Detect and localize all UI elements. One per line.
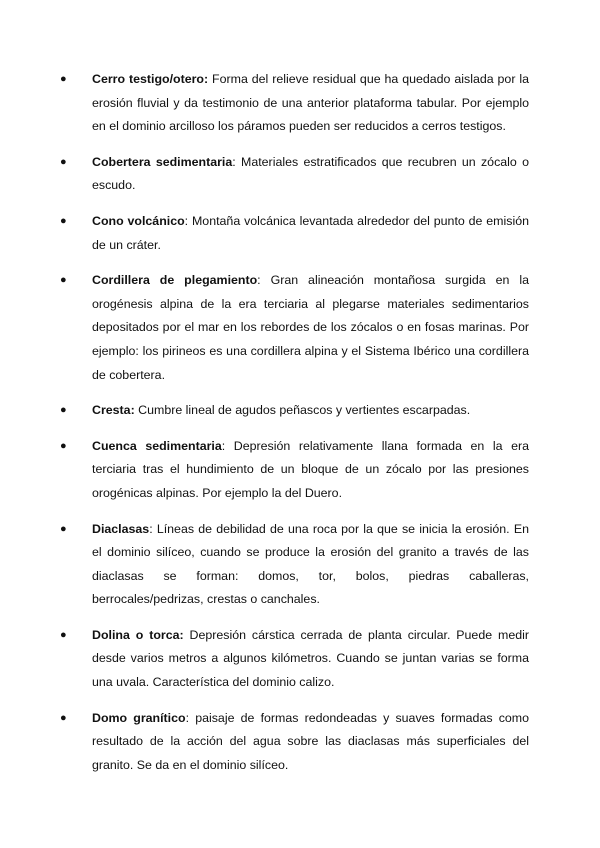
glossary-list — [0, 68, 600, 789]
bullet-icon: ● — [60, 155, 67, 168]
glossary-entry-cerro-testigo — [0, 68, 600, 139]
glossary-entry-domo-granitico — [0, 707, 600, 778]
glossary-term: Cuenca sedimentaria — [92, 438, 222, 453]
term-separator: : — [149, 521, 157, 536]
term-separator: : — [257, 273, 271, 288]
glossary-entry-dolina-o-torca — [0, 624, 600, 695]
glossary-definition: Cumbre lineal de agudos peñascos y vertientes escarpadas. — [138, 403, 471, 418]
glossary-term: Cono volcánico — [92, 213, 185, 228]
glossary-definition: paisaje de formas redondeadas y suaves formadas como resultado de la acción del agua sobre las diaclasas más superficiales del granito. Se da en el dominio silíceo. — [92, 710, 529, 772]
glossary-term: Cerro testigo/otero: — [92, 72, 209, 86]
glossary-entry-diaclasas — [0, 518, 600, 612]
bullet-icon: ● — [60, 522, 67, 535]
glossary-definition: Depresión relativamente llana formada en la era terciaria tras el hundimiento de un bloque de un zócalo por las presiones orogénicas alpinas. Por ejemplo la del Duero. — [92, 438, 529, 500]
bullet-icon: ● — [60, 404, 67, 417]
bullet-icon: ● — [60, 73, 67, 85]
glossary-entry-cuenca-sedimentaria — [0, 435, 600, 506]
glossary-definition: Gran alineación montañosa surgida en la orogénesis alpina de la era terciaria al plegarse materiales sedimentarios depositados por el mar en los rebordes de los zócalos o en fosas marinas. Por ejemplo: los pirineos es una cordillera alpina y el Sistema Ibérico una cordillera de cobertera. — [92, 273, 529, 382]
glossary-definition: Montaña volcánica levantada alrededor del punto de emisión de un cráter. — [92, 213, 529, 252]
term-separator: : — [184, 213, 192, 228]
bullet-icon: ● — [60, 628, 67, 641]
term-separator: : — [185, 710, 196, 725]
glossary-entry-cono-volcanico — [0, 210, 600, 257]
glossary-entry-cordillera-de-plegamiento — [0, 269, 600, 387]
glossary-definition: Materiales estratificados que recubren un zócalo o escudo. — [92, 154, 529, 193]
glossary-definition: Líneas de debilidad de una roca por la que se inicia la erosión. En el dominio silíceo, cuando se produce la erosión del granito a través de las diaclasas se forman: domos, tor, bolos, piedras caballeras, berrocales/pedrizas, crestas o canchales. — [92, 521, 529, 607]
glossary-definition: Depresión cárstica cerrada de planta circular. Puede medir desde varios metros a algunos kilómetros. Cuando se juntan varias se forma una uvala. Característica del dominio calizo. — [92, 627, 529, 690]
term-separator: : — [221, 438, 234, 453]
glossary-term: Cobertera sedimentaria — [92, 154, 233, 169]
bullet-icon: ● — [60, 274, 67, 287]
bullet-icon: ● — [60, 439, 67, 452]
term-separator: : — [232, 154, 242, 169]
bullet-icon: ● — [60, 711, 67, 724]
glossary-entry-cresta — [0, 399, 600, 423]
glossary-term: Dolina o torca: — [92, 627, 184, 642]
glossary-entry-cobertera-sedimentaria — [0, 151, 600, 198]
glossary-term: Cordillera de plegamiento — [92, 273, 258, 288]
glossary-term: Cresta: — [92, 403, 135, 418]
bullet-icon: ● — [60, 214, 67, 227]
glossary-term: Diaclasas — [92, 521, 150, 536]
glossary-term: Domo granítico — [92, 710, 186, 725]
glossary-definition: Forma del relieve residual que ha quedado aislada por la erosión fluvial y da testimonio de una anterior plataforma tabular. Por ejemplo en el dominio arcilloso los páramos pueden ser reducidos a cerros testigos. — [92, 72, 529, 134]
